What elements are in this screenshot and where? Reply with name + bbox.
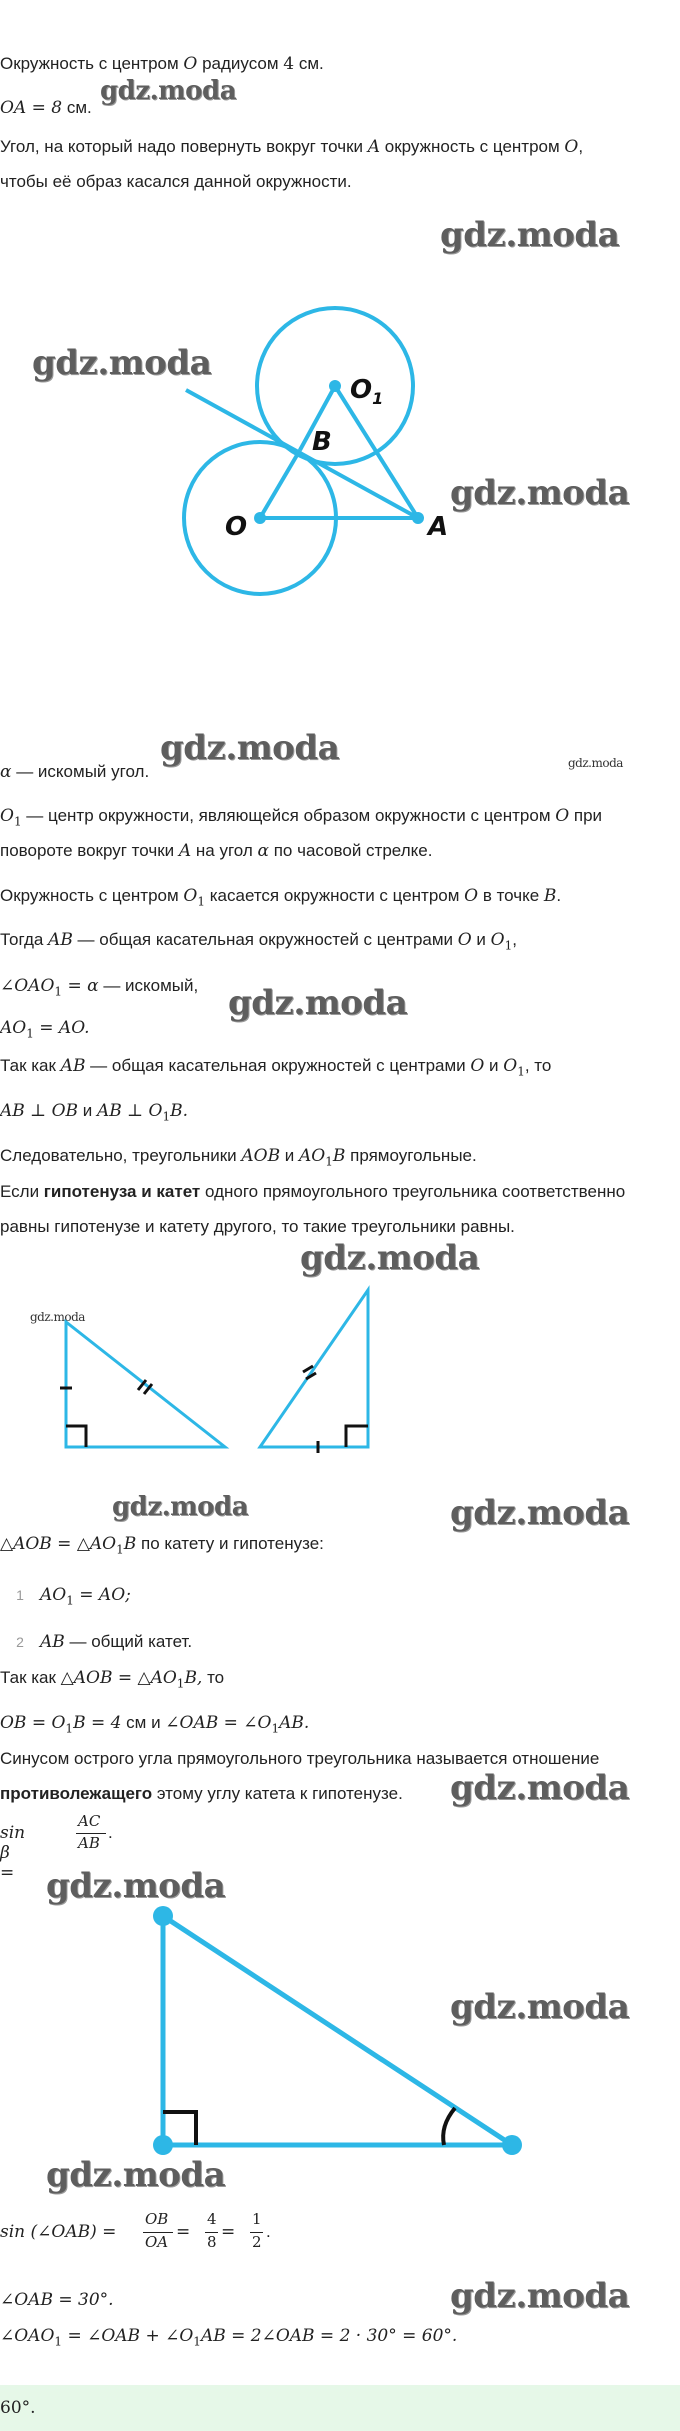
since-line: Так как AB — общая касательная окружностей с центрами O и $O_1$, то [0, 1056, 552, 1079]
watermark: gdz.moda [450, 1768, 630, 1808]
watermark: gdz.moda [32, 343, 212, 383]
watermark: gdz.moda [450, 473, 630, 513]
point-o1 [329, 380, 341, 392]
label-o: O [225, 512, 248, 542]
angle-line: $\angle OAO_1 = \alpha$ — искомый, [0, 976, 199, 999]
triangle-ao1b [260, 1290, 368, 1447]
watermark: gdz.moda [46, 2155, 226, 2195]
perp-line: AB ⊥ OB и AB ⊥ $O_1B$. [0, 1101, 189, 1124]
vertex-top [153, 1906, 173, 1926]
watermark: gdz.moda [568, 756, 623, 770]
sine-definition: Синусом острого угла прямоугольного треугольника называется отношение [0, 1749, 600, 1768]
watermark: gdz.moda [450, 2276, 630, 2316]
alpha-line: α — искомый угол. [0, 762, 150, 782]
label-b: B [312, 427, 332, 457]
watermark: gdz.moda [450, 1493, 630, 1533]
point-a [412, 512, 424, 524]
watermark: gdz.moda [46, 1866, 226, 1906]
hypotenuse [163, 1916, 512, 2145]
segment-ob [260, 450, 300, 518]
watermark: gdz.moda [300, 1238, 480, 1278]
angle-arc [443, 2108, 455, 2145]
step-2: 2 AB — общий катет. [16, 1632, 193, 1652]
given-oa: OA = 8 см. [0, 98, 92, 118]
hence-line: Следовательно, треугольники AOB и $AO_1B$ прямоугольные. [0, 1146, 477, 1169]
triangle-aob [66, 1322, 225, 1447]
equal-line: OB = $O_1B = 4$ см и ∠OAB = $\angle O_1AB$. [0, 1713, 310, 1736]
watermark: gdz.moda [450, 1987, 630, 2027]
watermark: gdz.moda [160, 728, 340, 768]
right-angle-mark [66, 1426, 86, 1447]
vertex-right-angle [153, 2135, 173, 2155]
vertex-acute [502, 2135, 522, 2155]
congruence-line: △AOB = $\triangle AO_1B$ по катету и гипотенузе: [0, 1534, 324, 1557]
sin-oab-formula: sin (∠OAB) = OB OA = 4 8 = 1 2 . [0, 2210, 271, 2251]
answer-value: 60°. [0, 2398, 36, 2418]
given-radius: Окружность с центром O радиусом 4 см. [0, 54, 324, 74]
watermark: gdz.moda [228, 983, 408, 1023]
watermark: gdz.moda [100, 76, 237, 106]
o1-line-2: повороте вокруг точки A на угол α по часовой стрелке. [0, 841, 433, 861]
since2-line: Так как △AOB = $\triangle AO_1B$, то [0, 1668, 225, 1691]
ao1-line: $AO_1$ = AO. [0, 1018, 90, 1041]
step-1: 1 $AO_1$ = AO; [16, 1585, 131, 1608]
watermark: gdz.moda [112, 1492, 249, 1522]
rule-line-1: Если гипотенуза и катет одного прямоугольного треугольника соответственно [0, 1182, 626, 1201]
watermark: gdz.moda [440, 215, 620, 255]
touch-line: Окружность с центром $O_1$ касается окружности с центром O в точке B. [0, 886, 562, 909]
rotation-figure [0, 290, 680, 620]
triangles-figure [0, 1270, 680, 1450]
find-line-1: Угол, на который надо повернуть вокруг точки A окружность с центром O, [0, 137, 584, 157]
rule-line-2: равны гипотенузе и катету другого, то такие треугольники равны. [0, 1217, 515, 1236]
find-line-2: чтобы её образ касался данной окружности. [0, 172, 352, 191]
final-calc-line: $\angle OAO_1$ = ∠OAB + $\angle O_1AB$ = 2∠OAB = 2 · 30° = 60°. [0, 2326, 458, 2349]
label-a: A [428, 512, 449, 542]
right-angle-mark [346, 1426, 368, 1447]
tangent-line-text: Тогда AB — общая касательная окружностей с центрами O и $O_1$, [0, 930, 517, 953]
answer-block [0, 2385, 680, 2431]
label-o1: $O_1$ [350, 375, 384, 408]
oab-30-line: ∠OAB = 30°. [0, 2290, 114, 2310]
o1-line-1: $O_1$ — центр окружности, являющейся образом окружности с центром O при [0, 806, 603, 829]
watermark: gdz.moda [30, 1310, 85, 1324]
point-o [254, 512, 266, 524]
sine-definition-2: противолежащего этому углу катета к гипотенузе. [0, 1784, 403, 1803]
